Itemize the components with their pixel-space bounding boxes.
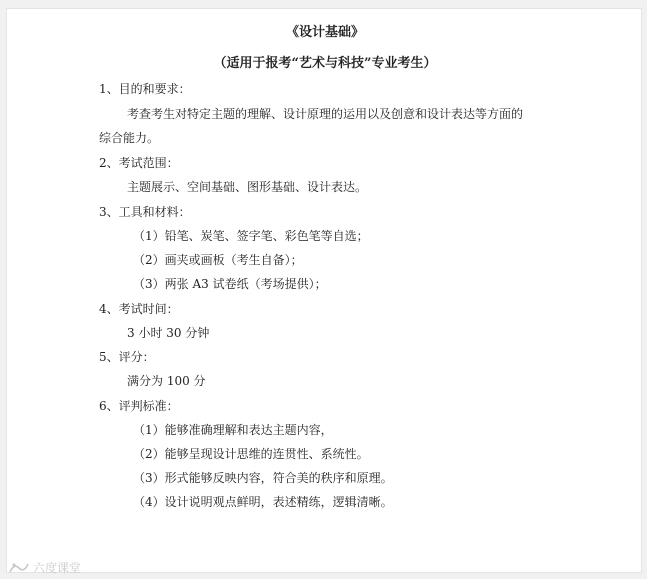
section-2-text: 主题展示、空间基础、图形基础、设计表达。 (127, 180, 368, 194)
section-6-item-2: （2）能够呈现设计思维的连贯性、系统性。 (133, 447, 369, 461)
section-heading-4: 4、考试时间： (99, 302, 179, 316)
section-4-text: 3 小时 30 分钟 (127, 326, 210, 340)
document-subtitle: （适用于报考“艺术与科技”专业考生） (213, 56, 437, 71)
section-1-paragraph-line-1: 考查考生对特定主题的理解、设计原理的运用以及创意和设计表达等方面的 (127, 107, 524, 121)
section-6-item-4: （4）设计说明观点鲜明，表述精练，逻辑清晰。 (133, 495, 393, 509)
watermark (8, 559, 81, 576)
section-heading-5: 5、评分： (99, 350, 155, 364)
section-heading-6: 6、评判标准： (99, 399, 179, 413)
watermark-logo-icon (8, 561, 30, 575)
document-title: 《设计基础》 (285, 25, 364, 40)
document-page (6, 8, 642, 573)
section-6-item-3: （3）形式能够反映内容，符合美的秩序和原理。 (133, 471, 393, 485)
section-3-item-1: （1）铅笔、炭笔、签字笔、彩色笔等自选； (133, 229, 369, 243)
watermark-text: 六度课堂 (33, 561, 82, 575)
section-3-item-2: （2）画夹或画板（考生自备）； (133, 253, 303, 267)
section-heading-2: 2、考试范围： (99, 156, 179, 170)
section-heading-1: 1、目的和要求： (99, 82, 191, 96)
section-heading-3: 3、工具和材料： (99, 205, 191, 219)
section-3-item-3: （3）两张 A3 试卷纸（考场提供）； (133, 277, 327, 291)
section-1-paragraph-line-2: 综合能力。 (99, 131, 160, 145)
section-6-item-1: （1）能够准确理解和表达主题内容， (133, 423, 333, 437)
section-5-text: 满分为 100 分 (127, 374, 206, 388)
